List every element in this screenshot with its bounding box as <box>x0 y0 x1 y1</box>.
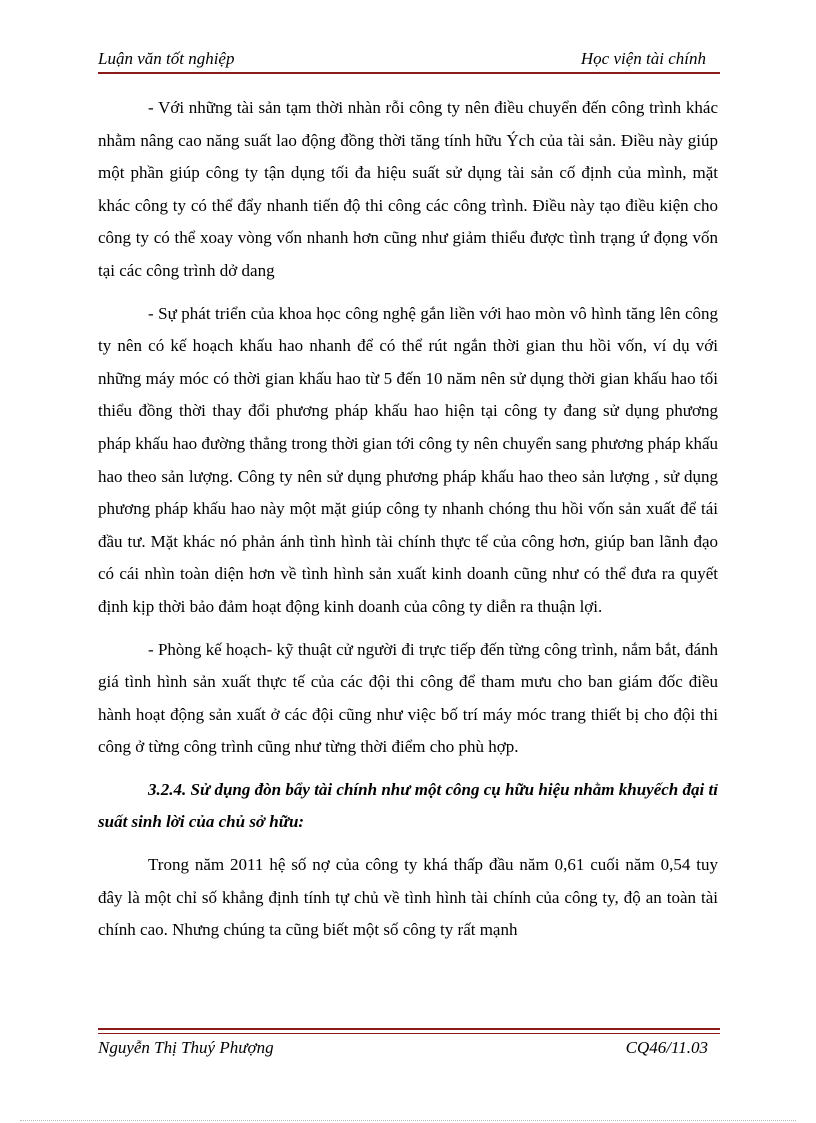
page-content <box>98 92 718 947</box>
section-heading: 3.2.4. Sử dụng đòn bẩy tài chính như một công cụ hữu hiệu nhằm khuyếch đại tỉ suất sinh lời của chủ sở hữu: <box>98 779 718 832</box>
paragraph-planning-dept: - Phòng kế hoạch- kỹ thuật cử người đi trực tiếp đến từng công trình, nắm bắt, đánh giá tình hình sản xuất thực tế của các đội thi công để tham mưu cho ban giám đốc điều hành hoạt động sản xuất ở các đội cũng như việc bố trí máy móc trang thiết bị cho đội thi công ở từng công trình cũng như từng thời điểm cho phù hợp. <box>98 639 718 757</box>
footer-author: Nguyễn Thị Thuý Phượng <box>98 1038 274 1057</box>
page-header <box>98 48 706 72</box>
paragraph-debt-ratio: Trong năm 2011 hệ số nợ của công ty khá thấp đầu năm 0,61 cuối năm 0,54 tuy đây là một chỉ số khẳng định tính tự chủ về tình hình tài chính của công ty, độ an toàn tài chính cao. Nhưng chúng ta cũng biết một số công ty rất mạnh <box>98 855 718 940</box>
footer-rule-top <box>98 1028 720 1030</box>
header-thesis-label: Luận văn tốt nghiệp <box>98 49 235 68</box>
footer-rule-bottom <box>98 1033 720 1034</box>
header-institution: Học viện tài chính <box>580 49 706 68</box>
paragraph-idle-assets: - Với những tài sản tạm thời nhàn rỗi công ty nên điều chuyển đến công trình khác nhằm nâng cao năng suất lao động đồng thời tăng tính hữu Ých của tài sản. Điều này giúp một phần giúp công ty tận dụng tối đa hiệu suất sử dụng tài sản cố định của mình, mặt khác công ty có thể đẩy nhanh tiến độ thi công các công trình. Điều này tạo điều kiện cho công ty có thể xoay vòng vốn nhanh hơn cũng như giảm thiểu được tình trạng ứ đọng vốn tại các công trình dở dang <box>98 98 718 280</box>
page-bottom-dotted-line <box>20 1120 796 1121</box>
page-footer <box>98 1037 708 1061</box>
footer-class-code: CQ46/11.03 <box>625 1038 708 1057</box>
paragraph-depreciation: - Sự phát triển của khoa học công nghệ gắn liền với hao mòn vô hình tăng lên công ty nên có kế hoạch khấu hao nhanh để có thể rút ngắn thời gian thu hồi vốn, ví dụ với những máy móc có thời gian khấu hao từ 5 đến 10 năm nên sử dụng thời gian khấu hao tối thiểu đồng thời thay đổi phương pháp khấu hao hiện tại công ty đang sử dụng phương pháp khấu hao đường thẳng trong thời gian tới công ty nên chuyển sang phương pháp khấu hao theo sản lượng. Công ty nên sử dụng phương pháp khấu hao theo sản lượng , sử dụng phương pháp khấu hao này một mặt giúp công ty nhanh chóng thu hồi vốn sản xuất để tái đầu tư. Mặt khác nó phản ánh tình hình tài chính thực tế của công hơn, giúp ban lãnh đạo có cái nhìn toàn diện hơn về tình hình sản xuất kinh doanh cũng như có thể đưa ra quyết định kịp thời bảo đảm hoạt động kinh doanh của công ty diễn ra thuận lợi. <box>98 303 718 616</box>
header-rule <box>98 72 720 74</box>
